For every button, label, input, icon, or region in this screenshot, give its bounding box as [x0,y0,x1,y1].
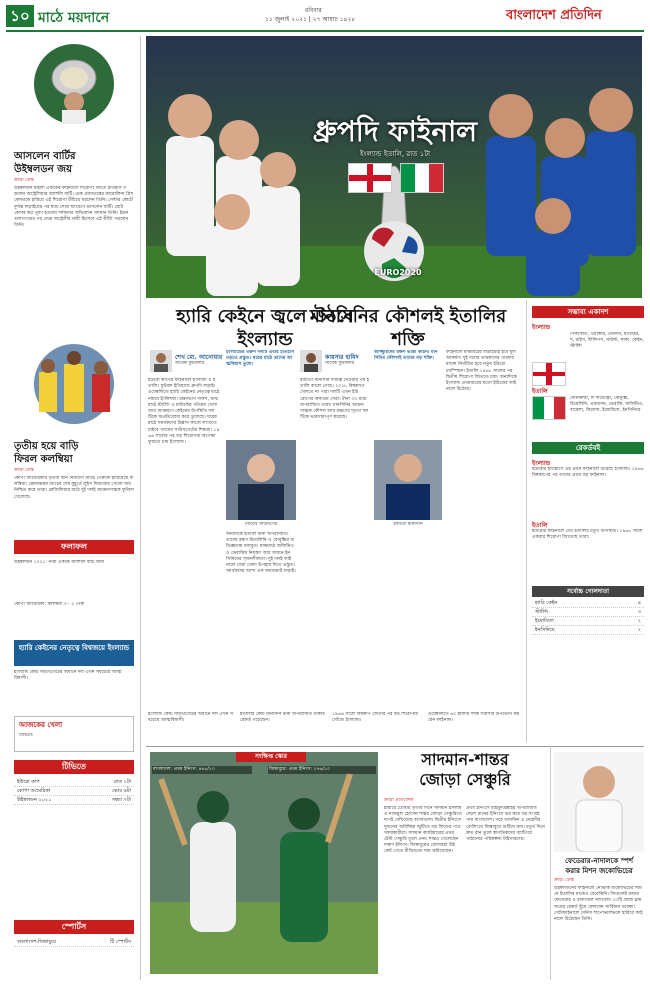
record-body2: ইউরোর ফাইনালে এটি ইতালির চতুর্থ উপস্থিতি। ১৯৬৮ সালে একবার শিরোপা জিতেছে তারা। [532,529,643,541]
scorer-goals: ৪ [637,600,641,606]
page-number: ১০ [6,5,34,27]
djokovic-body: উইম্বলডনের ফাইনালে নোভাক জকোভিচের সামনে ইতালির মাত্তেও বেরেত্তিনি। জিতলেই রজার ফেডেরার ও রাফায়েল নাদালের ২০টি গ্র্যান্ড স্লাম জয়ের রেকর্ড ছুঁয়ে ফেলবেন সার্বিয়ান তারকা। সেমিফাইনালে দেনিস শাপোভালভকে হারিয়ে ফাইনালে উঠেছেন তিনি। [554,886,643,923]
mancini-photo [374,440,442,520]
col3b-quote: আজ্জুরিদের রক্ষণ ভাঙা কঠিন। মানসিনির কৌশলই তাদের বড় শক্তি। [374,350,438,362]
tv-box [14,716,134,752]
paper-logo: বাংলাদেশ প্রতিদিন [506,8,602,23]
section-title: মাঠে ময়দানে [38,10,110,26]
scorer-name: ইমোবিলে [535,618,554,624]
scorers-table [532,599,644,635]
scorecard-line-1: বাংলাদেশ: প্রথম ইনিংস: ৪৬৮/১০ [152,766,252,774]
strip-4: ওয়েম্বলিতে ৬০ হাজার দর্শক সরাসরি উপভোগ করবেন ফাইনাল। [428,712,520,724]
sports-row-event: বাংলাদেশ-জিম্বাবুয়ে [17,939,56,945]
author2-role: সাবেক ফুটবলার [325,361,355,366]
promo-box: হ্যারি কেইনের নেতৃত্বে বিশ্বজয়ে ইংল্যান্ড [14,640,134,666]
col2-quote: ইংল্যান্ডের তরুণ দলটি এবার ইতিহাস গড়তে প্রস্তুত। ঘরের মাঠে তাদের আত্মবিশ্বাস তুঙ্গে। [226,350,295,368]
lineup-team1-label: ইংল্যান্ড [532,324,551,331]
results-item-1: উইম্বলডন ২০২১: নারী এককে অ্যাশলি বার্টি জয়ী [14,560,105,565]
right-column-rule [526,300,527,742]
header-rule [6,30,644,32]
tv-note: টিভিতে [19,733,33,738]
record-team2: ইতালি [532,522,548,529]
lineup-team2-label: ইতালি [532,388,548,395]
story1-body: উইম্বলডন মহিলা এককের ফাইনালে শিরোপা জিতে ইতিহাস গড়লেন অস্ট্রেলিয়ার অ্যাশলি বার্টি। চেক প্রজাতন্ত্রের কারোলিনা প্লিসকোভাকে হারিয়ে এই শিরোপা উঁচিয়ে ধরলেন তিনি। সেন্টার কোর্টে দুর্দান্ত লড়াইয়ের পর ম্যাচ শেষে আবেগে ভাসলেন বার্টি। ছোটবেলার স্বপ্ন পূরণ হওয়ায় দর্শকদের অভিবাদন জানান তিনি। ইভন গুলাগংয়ের পর প্রথম অস্ট্রেলীয় নারী হিসেবে এই কীর্তি গড়লেন তিনি। [14,186,134,229]
scorer-row [532,599,644,608]
author1-role: সাবেক ফুটবলার [175,361,205,366]
results-item-2: কোপা আমেরিকা: কলম্বিয়া ৩ - ২ পেরু [14,602,85,607]
results-banner: ফলাফল [14,540,134,554]
tv-label: আজকের খেলা [19,721,63,729]
record-banner: রেকর্ডবই [532,442,644,454]
tv-row [14,778,134,787]
promo-body: ইংল্যান্ড কোচ সাউথগেটের অধীনে দল এখন সবচেয়ে আত্মবিশ্বাসী। [14,670,122,682]
cricket-byline: ক্রীড়া প্রতিবেদক [384,798,414,803]
tv-banner: টিভিতে [14,760,134,774]
djokovic-headline: ফেডেরার-নাদালকে স্পর্শ করার মিশন জকোভিচের [564,857,633,875]
tv-row-time: সন্ধ্যা ৭টা [111,797,131,803]
story1-byline: ক্রীড়া ডেস্ক [14,178,34,183]
col1-body: ইউরো কাপের ফাইনালে ইংল্যান্ড ও ইতালি। ফুটবল ইতিহাসে ধ্রুপদি লড়াই। ওয়েম্বলিতে হ্যারি কেইনের নেতৃত্বে মাঠে নামবে ইংলিশরা। রক্ষণভাগ দারুণ, মাঝমাঠে স্টার্লিং ও মাউন্টের গতিময় খেলা আর আক্রমণে কেইনের উপস্থিতি দলটিকে অপ্রতিরোধ্য করে তুলেছে। ঘরের মাঠে সমর্থকদের উল্লাস কাজে লাগাতে চাইবে গ্যারেথ সাউথগেটের শিষ্যরা। ১৯৬৬ সালের পর বড় শিরোপার অপেক্ষা ফুরাতে চায় ইংল্যান্ড। [148,378,220,446]
col3-body: রবার্তো মানসিনি দায়িত্ব নেওয়ার পর ইতালি বদলে গেছে। ২০১৮ বিশ্বকাপে খেলতে না পারা দলটি এখন ইউরোপের অন্যতম সেরা। টানা ৩৩ ম্যাচ অপরাজিত তারা। মানসিনির আক্রমণাত্মক কৌশল আর রক্ষণের দৃঢ়তা দলটিকে ভারসাম্যপূর্ণ করেছে। [300,378,369,421]
southgate-caption: গ্যারেথ সাউথগেট [244,522,278,527]
scorer-row [532,608,644,617]
headline-italy: মানসিনির কৌশলই ইতালির শক্তি [309,306,507,350]
hero-title: ধ্রুপদি ফাইনাল [312,115,478,148]
tv-row [14,796,134,805]
scorer-name: স্টার্লিং [535,609,549,615]
scorers-banner: সর্বোচ্চ গোলদাতা [532,586,644,597]
lineup-italy-flag-icon [532,396,566,420]
cricket-headline: সাদমান-শান্তর জোড়া সেঞ্চুরি [419,750,511,789]
strip-3: ১৯৬৬ সালে বিশ্বকাপ জেতার পর বড় শিরোপার খোঁজে ইংল্যান্ড। [332,712,418,724]
scorer-name: হ্যারি কেইন [535,600,558,606]
scorer-goals: ২ [637,618,641,624]
scorer-name: ইনসিনিয়ে [535,627,555,633]
cricket-body-1: হারারে টেস্টের তৃতীয় দিনে সাদমান ইসলাম ও নাজমুল হোসেন শান্তর জোড়া সেঞ্চুরিতে দাপট দেখিয়েছে বাংলাদেশ। দ্বিতীয় ইনিংসে দুজনের অবিচ্ছিন্ন জুটিতে বড় লিডের পথে সফরকারীরা। সাদমান ক্যারিয়ারের প্রথম টেস্ট সেঞ্চুরি তুলে নেন। শান্তও খেলেছেন দারুণ ইনিংস। জিম্বাবুয়ের বোলাররা উইকেট পেতে রীতিমতো ঘাম ঝরিয়েছেন। [384,806,462,855]
scorecard-line-2: জিম্বাবুয়ে: প্রথম ইনিংস: ২৭৬/১০ [268,766,376,774]
scorer-row [532,617,644,626]
story2-title: তৃতীয় হয়ে বাড়ি ফিরল কলম্বিয়া [14,441,79,465]
tv-row [14,787,134,796]
tv-row-time: রাত ১টা [114,779,131,785]
date-label: ১১ জুলাই ২০২১ | ২৭ আষাঢ় ১৪২৮ [265,16,356,23]
sports-schedule [14,938,134,947]
colombia-photo [14,342,134,426]
hero-subtitle: ইংল্যান্ড ইতালি, রাত ১টা [359,150,431,158]
england-flag-icon [348,163,392,193]
tv-row-event: কোপা আমেরিকা [17,788,51,794]
mancini-caption: রবার্তো মানসিনি [393,522,423,527]
col2-body: অন্যদিকে ইতালি টানা অপরাজিত। তাদের রক্ষণ চিয়েলিনি ও বোনুচ্চির অভিজ্ঞতায় মজবুত। মাঝমাঠে জর্জিনিও ও ভেরাত্তির নিয়ন্ত্রণ আর সামনে ইনসিনিয়ের সৃজনশীলতা। দুই দলই ফাইনালে সেরা খেলা উপহার দিতে প্রস্তুত। সমর্থকদের আশা এক জমজমাট লড়াই। [226,532,296,575]
tv-schedule [14,778,134,805]
djokovic-column-rule [550,746,551,980]
author1-name: শেখ মো. আনোয়ার [175,354,223,361]
sports-row-channel: টি স্পোর্টস [110,939,131,945]
lineup-team1-players: পিকফোর্ড, ওয়াকার, স্টোনস, ম্যাগুইর, শ, রাইস, ফিলিপস, মাউন্ট, সাকা, কেইন, স্টার্লিং [570,332,644,350]
headline-england: হ্যারি কেইনে জ্বলে উঠবে ইংল্যান্ড [176,306,354,350]
euro-logo: EURO2020 [374,268,422,277]
italy-flag-icon [400,163,444,193]
tv-row-event: উইম্বলডন ২০২১ [17,797,52,803]
southgate-photo [226,440,296,520]
sports-banner: স্পোর্টস [14,920,134,934]
story2-byline: ক্রীড়া ডেস্ক [14,468,34,473]
bottom-section-rule [146,746,644,747]
lineup-england-flag-icon [532,362,566,386]
scorer-row [532,626,644,635]
wimbledon-photo [14,40,134,128]
strip-2: ইতালির কোচ মানসিনি টানা অপরাজিত থাকার রেকর্ড গড়েছেন। [240,712,325,724]
scorer-goals: ৩ [637,609,641,615]
scorecard-title: সংক্ষিপ্ত স্কোর [236,752,306,762]
cricket-body-2: প্রথম ইনিংসে মাহমুদউল্লাহর অপরাজিত দেড়শ রানের ইনিংসে ভর করে বড় সংগ্রহ পায় বাংলাদেশ। পরে তাসকিন ও মেহেদীর বোলিংয়ে জিম্বাবুয়ে গুটিয়ে যায়। চতুর্থ দিনে দ্রুত রান তুলে স্বাগতিকদের ব্যাটিংয়ে পাঠানোর পরিকল্পনা টাইগারদের। [466,806,545,843]
strip-1: ইংল্যান্ড কোচ সাউথগেটের অধীনে দল এখন সবচেয়ে আত্মবিশ্বাসী। [148,712,234,724]
tv-row-time: ভোর ৬টা [112,788,131,794]
cricket-photo [150,752,378,974]
record-body1: ইউরোর ইতিহাসে এই প্রথম ফাইনালে উঠেছে ইংল্যান্ড। ১৯৬৬ বিশ্বকাপের পর তাদের প্রথম বড় ফাইনাল। [532,467,644,479]
hero-image [146,36,642,298]
djokovic-byline: ক্রীড়া ডেস্ক [554,878,574,883]
author2-photo [300,350,322,372]
author1-photo [150,350,172,372]
day-label: রবিবার [305,7,322,14]
lineup-team2-players: দোনারুম্মা, দি লরেঞ্জো, বোনুচ্চি, চিয়েলিনি, এমারসন, ভেরাত্তি, জর্জিনিও, বারেলা, কিয়েসা, ইমোবিলে, ইনসিনিয়ে [570,396,644,414]
story1-title: আসলেন বার্টির উইম্বলডন জয় [14,151,76,175]
record-team1: ইংল্যান্ড [532,460,551,467]
left-column-rule [140,36,141,980]
lineup-banner: সম্ভাব্য একাদশ [532,306,644,318]
djokovic-photo [554,752,644,852]
scorer-goals: ২ [637,627,641,633]
author2-name: কায়সার হামিদ [325,354,359,361]
tv-row-event: ইউরো কাপ [17,779,40,785]
sports-row [14,938,134,947]
col4-body: ফাইনালে মাঝমাঠের লড়াইটাই হবে মূল আকর্ষণ। দুই দলের তারকাদের পারফরম্যান্সে নির্ধারিত হবে নতুন ইউরো চ্যাম্পিয়ন। ইতালি ১৯৬৮ সালের পর দ্বিতীয় শিরোপা জিততে চায়। অন্যদিকে ইংল্যান্ড প্রথমবারের মতো ইউরোর ফাইনালে উঠেছে। [446,350,517,393]
story2-body: কোপা আমেরিকার তৃতীয় স্থান নির্ধারণী ম্যাচে পেরুকে হারিয়েছে কলম্বিয়া। রোমাঞ্চকর ম্যাচের শেষ মুহূর্তে লুইস দিয়াজের গোলে জয় নিশ্চিত করে তারা। ব্রাজিলিয়ার মাঠে দুই দলই আক্রমণাত্মক ফুটবল খেলেছে। [14,476,134,500]
